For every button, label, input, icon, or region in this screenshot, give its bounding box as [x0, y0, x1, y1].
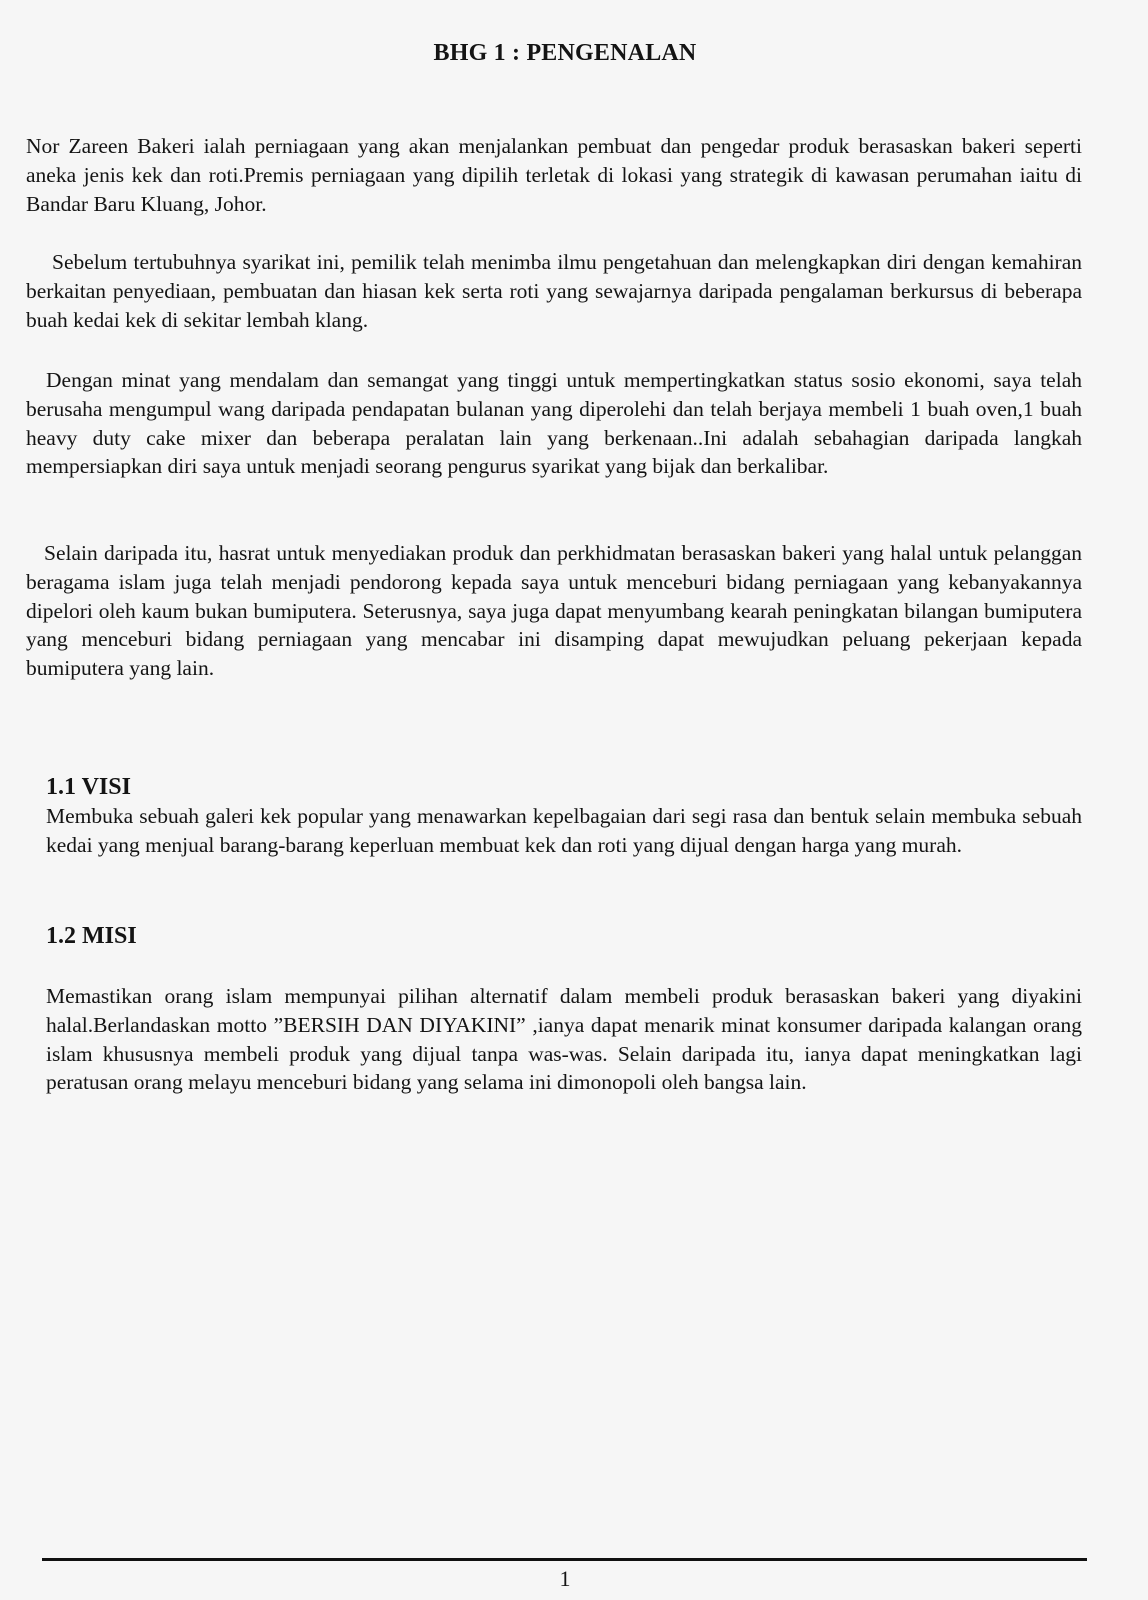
- page-number: 1: [559, 1566, 571, 1591]
- misi-heading: 1.2 MISI: [46, 923, 137, 949]
- intro-paragraph-2: Sebelum tertubuhnya syarikat ini, pemilik telah menimba ilmu pengetahuan dan melengkapkan diri dengan kemahiran berkaitan penyediaan, pembuatan dan hiasan kek serta roti yang sewajarnya daripada pengalaman berkursus di beberapa buah kedai kek di sekitar lembah klang.: [26, 250, 1082, 332]
- footer-divider: [42, 1558, 1087, 1561]
- misi-paragraph: Memastikan orang islam mempunyai pilihan alternatif dalam membeli produk berasaskan bakeri yang diyakini halal.Berlandaskan motto ”BERSIH DAN DIYAKINI” ,ianya dapat menarik minat konsumer daripada kalangan orang islam khususnya membeli produk yang dijual tanpa was-was. Selain daripada itu, ianya dapat meningkatkan lagi peratusan orang melayu menceburi bidang yang selama ini dimonopoli oleh bangsa lain.: [46, 984, 1082, 1095]
- intro-paragraph-4: Selain daripada itu, hasrat untuk menyediakan produk dan perkhidmatan berasaskan bakeri yang halal untuk pelanggan beragama islam juga telah menjadi pendorong kepada saya untuk menceburi bidang perniagaan yang kebanyakannya dipelori oleh kaum bukan bumiputera. Seterusnya, saya juga dapat menyumbang kearah peningkatan bilangan bumiputera yang menceburi bidang perniagaan yang mencabar ini disamping dapat mewujudkan peluang pekerjaan kepada bumiputera yang lain.: [26, 541, 1082, 681]
- intro-paragraph-3: Dengan minat yang mendalam dan semangat yang tinggi untuk mempertingkatkan status sosio ekonomi, saya telah berusaha mengumpul wang daripada pendapatan bulanan yang diperolehi dan telah berjaya membeli 1 buah oven,1 buah heavy duty cake mixer dan beberapa peralatan lain yang berkenaan..Ini adalah sebahagian daripada langkah mempersiapkan diri saya untuk menjadi seorang pengurus syarikat yang bijak dan berkalibar.: [26, 368, 1082, 479]
- visi-paragraph: Membuka sebuah galeri kek popular yang menawarkan kepelbagaian dari segi rasa dan bentuk selain membuka sebuah kedai yang menjual barang-barang keperluan membuat kek dan roti yang dijual dengan harga yang murah.: [46, 804, 1082, 857]
- page-title: BHG 1 : PENGENALAN: [433, 40, 697, 66]
- intro-paragraph-1: Nor Zareen Bakeri ialah perniagaan yang akan menjalankan pembuat dan pengedar produk berasaskan bakeri seperti aneka jenis kek dan roti.Premis perniagaan yang dipilih terletak di lokasi yang strategik di kawasan perumahan iaitu di Bandar Baru Kluang, Johor.: [26, 134, 1082, 216]
- visi-heading: 1.1 VISI: [46, 774, 131, 800]
